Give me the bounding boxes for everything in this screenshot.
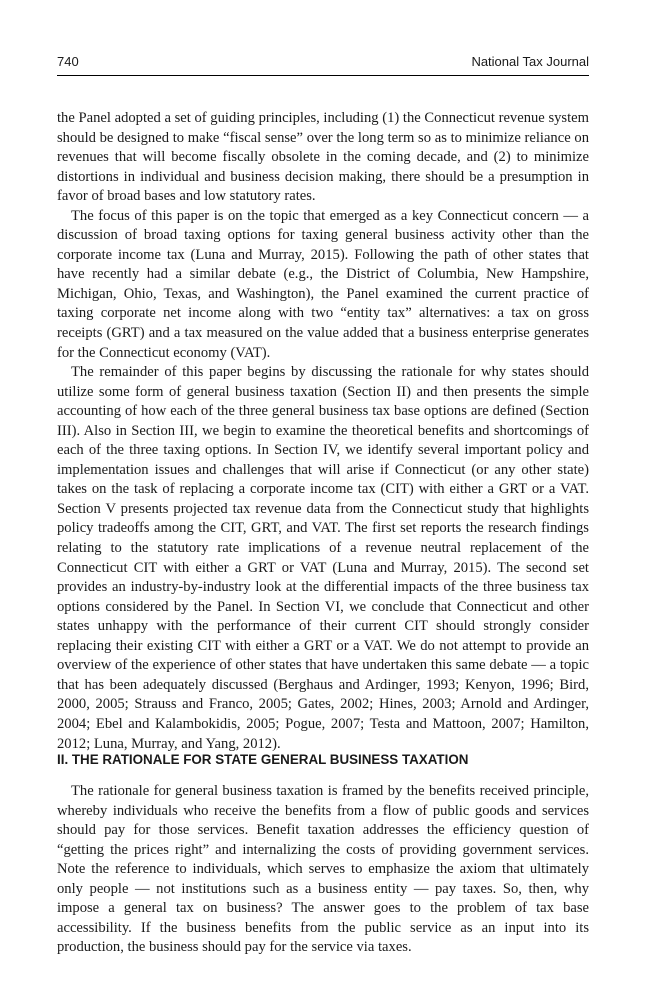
section-heading: II. THE RATIONALE FOR STATE GENERAL BUSINESS TAXATION [57, 752, 469, 767]
paragraph-roadmap: The remainder of this paper begins by discussing the rationale for why states should utilize some form of general business taxation (Section II) and then presents the simple accounting of how each of the three general business tax base options are defined (Section III). Also in Section III, we begin to examine the theoretical benefits and shortcomings of each of the three taxing options. In Section IV, we identify several important policy and implementation issues and challenges that will arise if Connecticut (or any other state) takes on the task of replacing a corporate income tax (CIT) with either a GRT or a VAT. Section V presents projected tax revenue data from the Connecticut study that highlights policy tradeoffs among the CIT, GRT, and VAT. The first set reports the research findings relating to the statutory rate implications of a revenue neutral replacement of the Connecticut CIT with either a GRT or VAT (Luna and Murray, 2015). The second set provides an industry-by-industry look at the differential impacts of the three business tax options considered by the Panel. In Section VI, we conclude that Connecticut and other states unhappy with the performance of their current CIT should strongly consider replacing their existing CIT with either a GRT or a VAT. We do not attempt to provide an overview of the experience of other states that have undertaken this same debate — a topic that has been adequately discussed (Berghaus and Ardinger, 1993; Kenyon, 1996; Bird, 2000, 2005; Strauss and Franco, 2005; Gates, 2002; Hines, 2003; Arnold and Ardinger, 2004; Ebel and Kalambokidis, 2005; Pogue, 2007; Testa and Mattoon, 2007; Hamilton, 2012; Luna, Murray, and Yang, 2012). [57, 364, 589, 752]
section-text [57, 782, 589, 958]
paragraph-continuation: the Panel adopted a set of guiding principles, including (1) the Connecticut revenue system should be designed to make “fiscal sense” over the long term so as to minimize reliance on revenues that will become fiscally obsolete in the coming decade, and (2) to minimize distortions in individual and business decision making, there should be a presumption in favor of broad bases and low statutory rates. [57, 110, 589, 205]
running-head [57, 54, 589, 70]
header-rule [57, 75, 589, 76]
page-number: 740 [57, 54, 79, 69]
journal-title: National Tax Journal [471, 54, 589, 69]
journal-page [57, 0, 589, 1008]
body-text [57, 109, 589, 754]
paragraph-focus: The focus of this paper is on the topic that emerged as a key Connecticut concern — a discussion of broad taxing options for taxing general business activity other than the corporate income tax (Luna and Murray, 2015). Following the path of other states that have recently had a similar debate (e.g., the District of Columbia, New Hampshire, Michigan, Ohio, Texas, and Washington), the Panel examined the current practice of taxing corporate net income along with two “entity tax” alternatives: a tax on gross receipts (GRT) and a tax measured on the value added that a business enterprise generates for the Connecticut economy (VAT). [57, 207, 589, 361]
paragraph-rationale: The rationale for general business taxation is framed by the benefits received principle, whereby individuals who receive the benefits from a flow of public goods and services should pay for those services. Benefit taxation addresses the efficiency question of “getting the prices right” and internalizing the costs of providing government services. Note the reference to individuals, which serves to emphasize the axiom that ultimately only people — not institutions such as a business entity — pay taxes. So, then, why impose a general tax on business? The answer goes to the problem of tax base accessibility. If the business benefits from the public service as an input into its production, the business should pay for the service via taxes. [57, 783, 589, 956]
